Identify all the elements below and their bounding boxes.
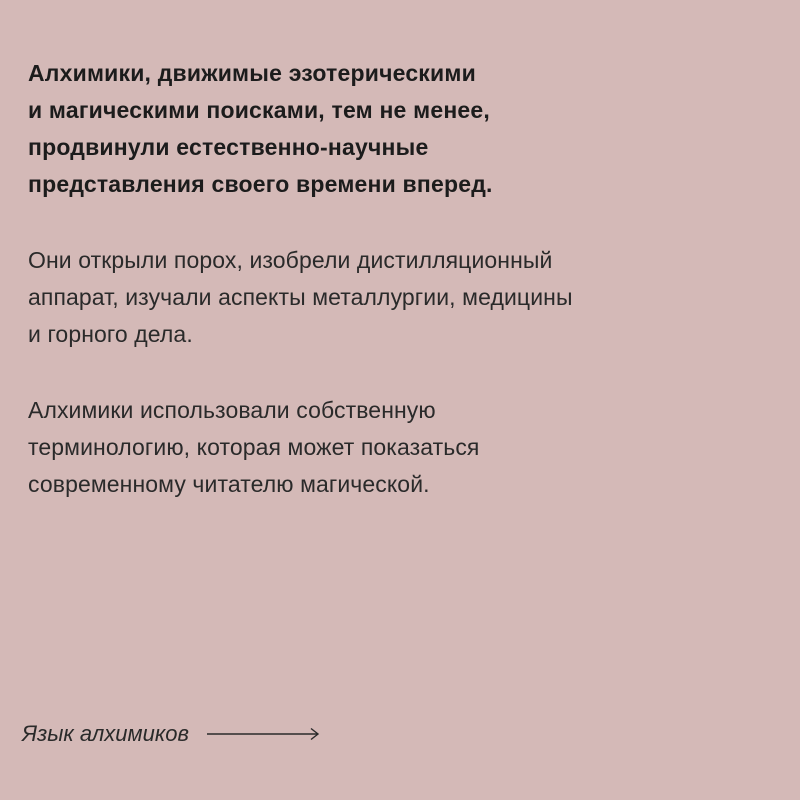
next-slide-link[interactable]	[22, 718, 321, 750]
arrow-right-icon	[207, 727, 321, 741]
lead-paragraph	[28, 55, 768, 203]
lead-line-4: представления своего времени вперед.	[28, 171, 493, 197]
discoveries-line-2: аппарат, изучали аспекты металлургии, медицины	[28, 284, 573, 310]
terminology-paragraph	[28, 392, 768, 503]
discoveries-paragraph	[28, 242, 768, 353]
footer-title: Язык алхимиков	[22, 721, 189, 746]
lead-line-3: продвинули естественно-научные	[28, 134, 429, 160]
discoveries-line-1: Они открыли порох, изобрели дистилляционный	[28, 247, 553, 273]
terminology-line-2: терминологию, которая может показаться	[28, 434, 480, 460]
paragraph-spacer	[28, 203, 768, 242]
paragraph-spacer	[28, 353, 768, 392]
terminology-line-1: Алхимики использовали собственную	[28, 397, 436, 423]
text-content	[28, 55, 768, 503]
discoveries-line-3: и горного дела.	[28, 321, 193, 347]
terminology-line-3: современному читателю магической.	[28, 471, 430, 497]
lead-line-2: и магическими поисками, тем не менее,	[28, 97, 490, 123]
lead-line-1: Алхимики, движимые эзотерическими	[28, 60, 476, 86]
